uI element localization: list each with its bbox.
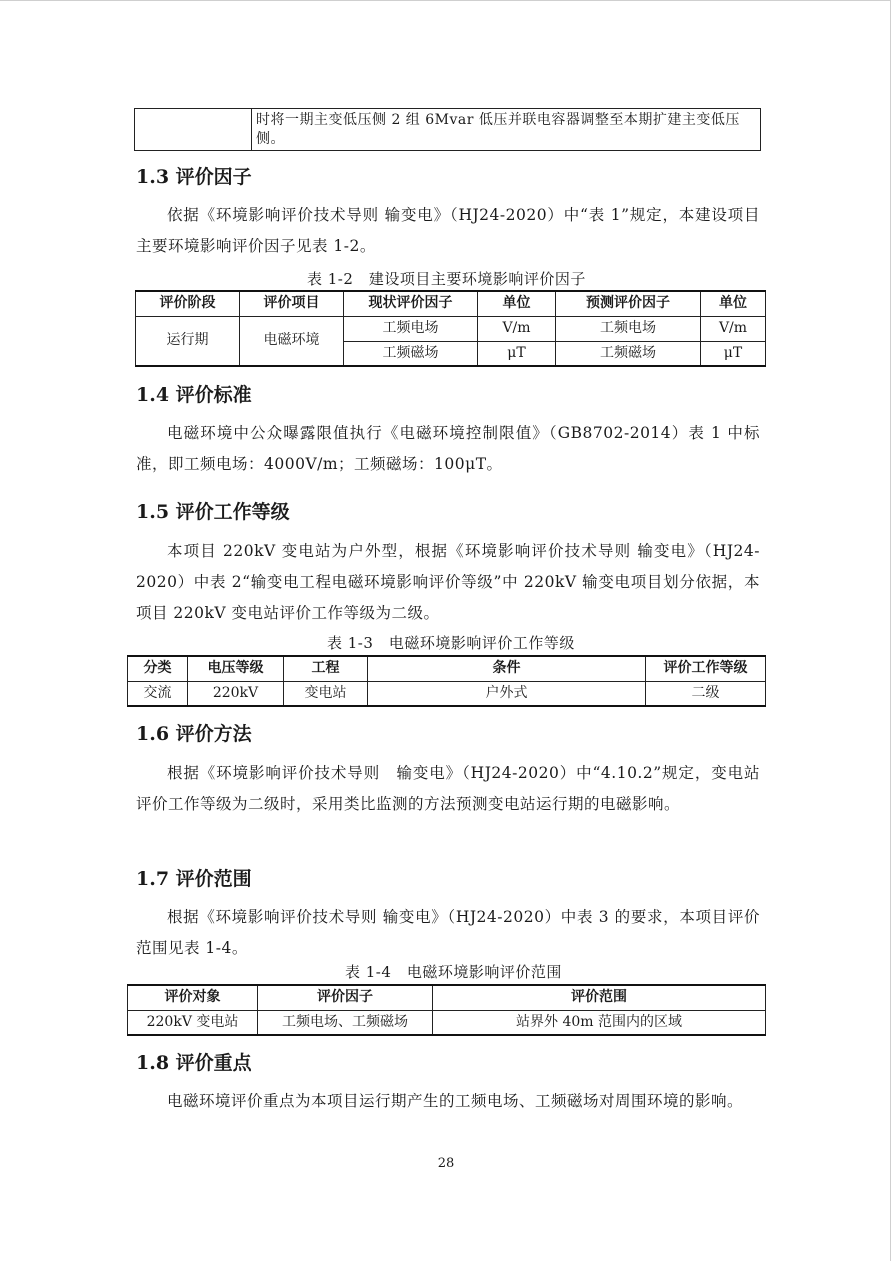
table-1-2-cell: V/m (478, 316, 556, 341)
table-1-3-cell: 二级 (646, 681, 766, 706)
table-1-2-cell: μT (478, 341, 556, 366)
section-para-1-6: 根据《环境影响评价技术导则 输变电》（HJ24-2020）中“4.10.2”规定，变电站评价工作等级为二级时，采用类比监测的方法预测变电站运行期的电磁影响。 (136, 764, 760, 813)
section-heading-1-7: 1.7 评价范围 (136, 868, 252, 890)
table-caption-1-2: 表 1-2 建设项目主要环境影响评价因子 (307, 270, 586, 288)
table-1-3-cell: 户外式 (368, 681, 646, 706)
table-1-3-header: 条件 (368, 656, 646, 681)
table-1-4-cell: 站界外 40m 范围内的区域 (433, 1010, 766, 1035)
table-caption-1-4: 表 1-4 电磁环境影响评价范围 (345, 963, 562, 981)
table-1-2 (135, 290, 766, 367)
table-1-3-header: 分类 (128, 656, 188, 681)
continuation-table (134, 108, 761, 151)
table-1-2-header: 单位 (478, 291, 556, 316)
table-1-2-header: 评价阶段 (136, 291, 240, 316)
table-1-2-header: 评价项目 (240, 291, 344, 316)
section-heading-1-4: 1.4 评价标准 (136, 384, 252, 406)
continuation-empty-cell (135, 109, 252, 151)
section-para-1-5: 本项目 220kV 变电站为户外型，根据《环境影响评价技术导则 输变电》（HJ24-2020）中表 2“输变电工程电磁环境影响评价等级”中 220kV 输变电项目划分依据，本项目 220kV 变电站评价工作等级为二级。 (136, 542, 760, 622)
table-1-2-header: 单位 (701, 291, 766, 316)
table-1-2-stage: 运行期 (136, 316, 240, 366)
section-heading-1-6: 1.6 评价方法 (136, 723, 252, 745)
table-1-3-cell: 220kV (188, 681, 284, 706)
section-heading-1-5: 1.5 评价工作等级 (136, 501, 290, 523)
table-1-3-cell: 变电站 (284, 681, 368, 706)
table-1-2-header: 预测评价因子 (556, 291, 701, 316)
table-1-2-cell: V/m (701, 316, 766, 341)
table-1-3 (127, 655, 766, 707)
table-1-2-cell: 工频电场 (344, 316, 478, 341)
section-para-1-3: 依据《环境影响评价技术导则 输变电》（HJ24-2020）中“表 1”规定，本建设项目主要环境影响评价因子见表 1-2。 (136, 206, 760, 255)
table-1-3-header: 工程 (284, 656, 368, 681)
section-para-1-4: 电磁环境中公众曝露限值执行《电磁环境控制限值》（GB8702-2014）表 1 中标准，即工频电场：4000V/m；工频磁场：100μT。 (136, 424, 760, 473)
page-number: 28 (437, 1156, 455, 1171)
table-1-2-item: 电磁环境 (240, 316, 344, 366)
table-1-3-header: 电压等级 (188, 656, 284, 681)
table-1-3-cell: 交流 (128, 681, 188, 706)
table-1-4 (127, 984, 766, 1036)
table-1-2-cell: μT (701, 341, 766, 366)
table-1-4-header: 评价对象 (128, 985, 258, 1010)
continuation-text-cell: 时将一期主变低压侧 2 组 6Mvar 低压并联电容器调整至本期扩建主变低压侧。 (252, 109, 761, 151)
table-1-2-cell: 工频电场 (556, 316, 701, 341)
section-heading-1-3: 1.3 评价因子 (136, 166, 252, 188)
table-1-2-cell: 工频磁场 (344, 341, 478, 366)
table-1-2-header: 现状评价因子 (344, 291, 478, 316)
table-caption-1-3: 表 1-3 电磁环境影响评价工作等级 (327, 634, 575, 652)
section-heading-1-8: 1.8 评价重点 (136, 1052, 252, 1074)
table-1-2-cell: 工频磁场 (556, 341, 701, 366)
section-para-1-8: 电磁环境评价重点为本项目运行期产生的工频电场、工频磁场对周围环境的影响。 (167, 1092, 744, 1110)
table-1-4-header: 评价因子 (258, 985, 433, 1010)
table-1-3-header: 评价工作等级 (646, 656, 766, 681)
table-1-4-cell: 工频电场、工频磁场 (258, 1010, 433, 1035)
table-1-4-cell: 220kV 变电站 (128, 1010, 258, 1035)
section-para-1-7: 根据《环境影响评价技术导则 输变电》（HJ24-2020）中表 3 的要求，本项目评价范围见表 1-4。 (136, 908, 760, 957)
table-1-4-header: 评价范围 (433, 985, 766, 1010)
